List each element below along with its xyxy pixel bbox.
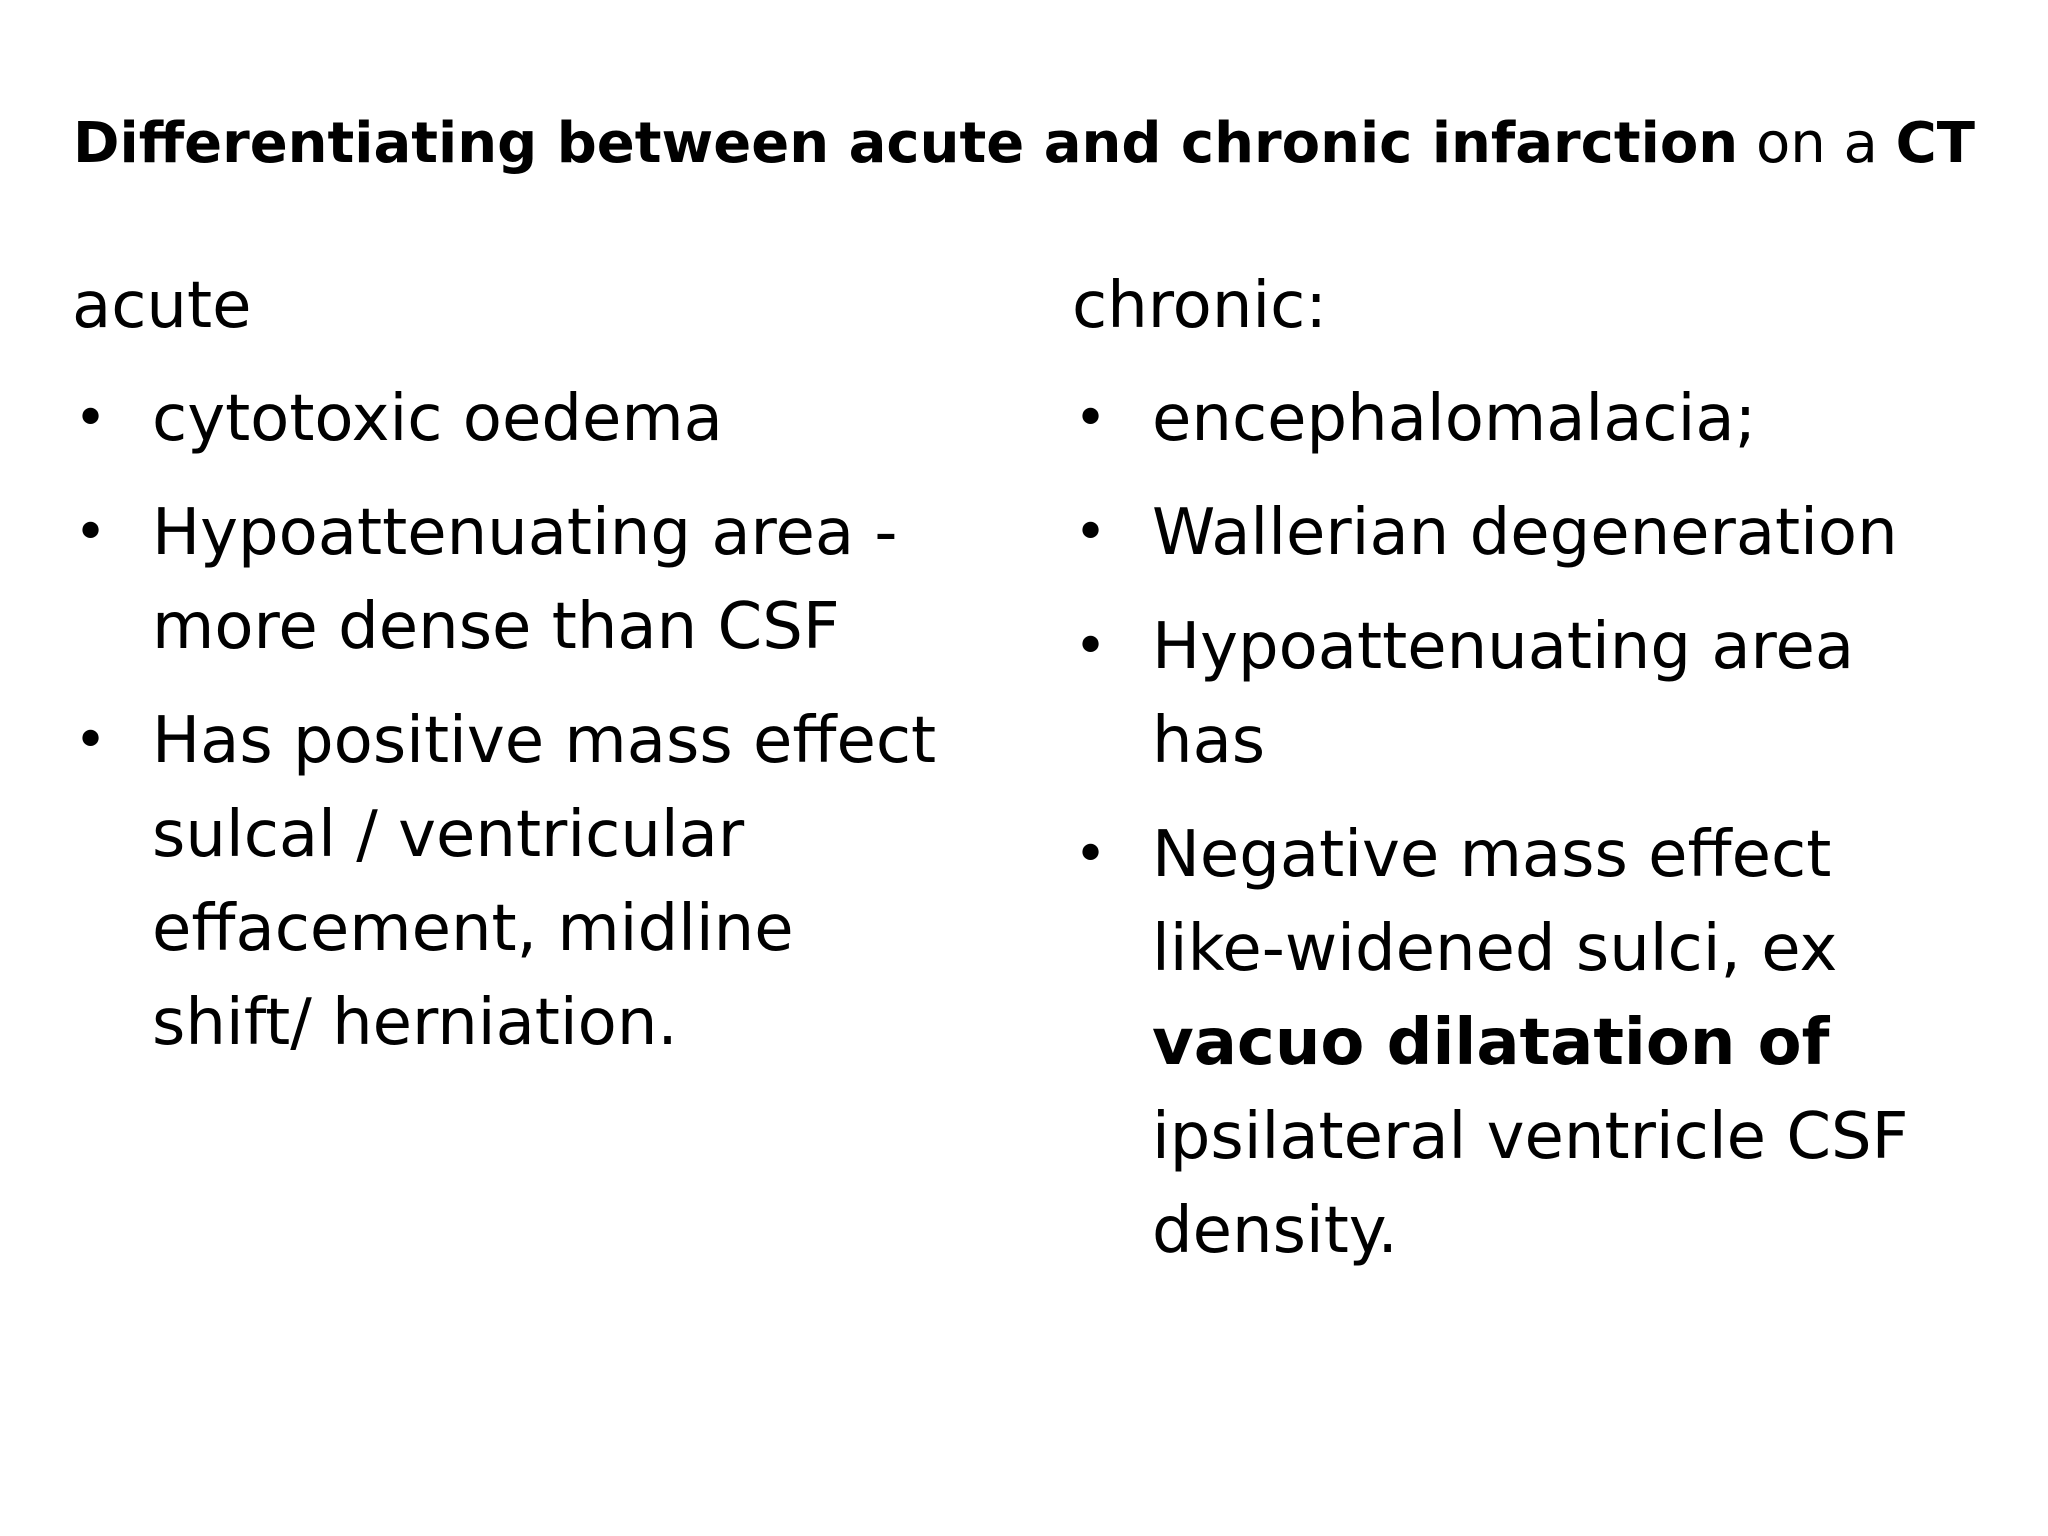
- acute-item-cytotoxic-oedema: [72, 372, 972, 466]
- bullet-line: Wallerian degeneration: [1152, 496, 1898, 570]
- bullet-icon: •: [1074, 500, 1108, 565]
- chronic-item-hypoattenuating: [1072, 600, 2012, 788]
- bullet-icon: •: [1074, 386, 1108, 451]
- chronic-bullet-list: [1072, 372, 2012, 1278]
- bullet-line: has: [1152, 704, 1266, 778]
- chronic-item-negative-mass-effect: [1072, 808, 2012, 1278]
- bullet-icon: •: [1074, 614, 1108, 679]
- bullet-line: shift/ herniation.: [152, 986, 678, 1060]
- acute-bullet-list: [72, 372, 972, 1070]
- chronic-heading: chronic:: [1072, 269, 1327, 343]
- bullet-line: Has positive mass effect: [152, 704, 937, 778]
- bullet-line-bold: vacuo dilatation of: [1152, 1006, 1830, 1080]
- bullet-line: effacement, midline: [152, 892, 794, 966]
- chronic-item-wallerian: [1072, 486, 2012, 580]
- acute-heading: acute: [72, 269, 252, 343]
- bullet-line: sulcal / ventricular: [152, 798, 745, 872]
- bullet-line: cytotoxic oedema: [152, 382, 723, 456]
- bullet-icon: •: [74, 708, 108, 773]
- title-normal-part: on a: [1738, 111, 1896, 176]
- chronic-column: [1072, 258, 2012, 1298]
- acute-item-hypoattenuating: [72, 486, 972, 674]
- slide-title: [0, 108, 2048, 180]
- acute-item-mass-effect: [72, 694, 972, 1070]
- title-bold-part: Differentiating between acute and chronic infarction: [73, 111, 1739, 176]
- bullet-line: more dense than CSF: [152, 590, 840, 664]
- bullet-line: Hypoattenuating area -: [152, 496, 898, 570]
- bullet-icon: •: [1074, 822, 1108, 887]
- acute-column: [72, 258, 972, 1090]
- bullet-line: Negative mass effect: [1152, 818, 1832, 892]
- chronic-item-encephalomalacia: [1072, 372, 2012, 466]
- bullet-icon: •: [74, 386, 108, 451]
- bullet-icon: •: [74, 500, 108, 565]
- bullet-line: ipsilateral ventricle CSF: [1152, 1100, 1909, 1174]
- bullet-line: density.: [1152, 1194, 1398, 1268]
- bullet-line: encephalomalacia;: [1152, 382, 1757, 456]
- title-bold-end: CT: [1895, 111, 1975, 176]
- bullet-line: like-widened sulci, ex: [1152, 912, 1838, 986]
- bullet-line: Hypoattenuating area: [1152, 610, 1855, 684]
